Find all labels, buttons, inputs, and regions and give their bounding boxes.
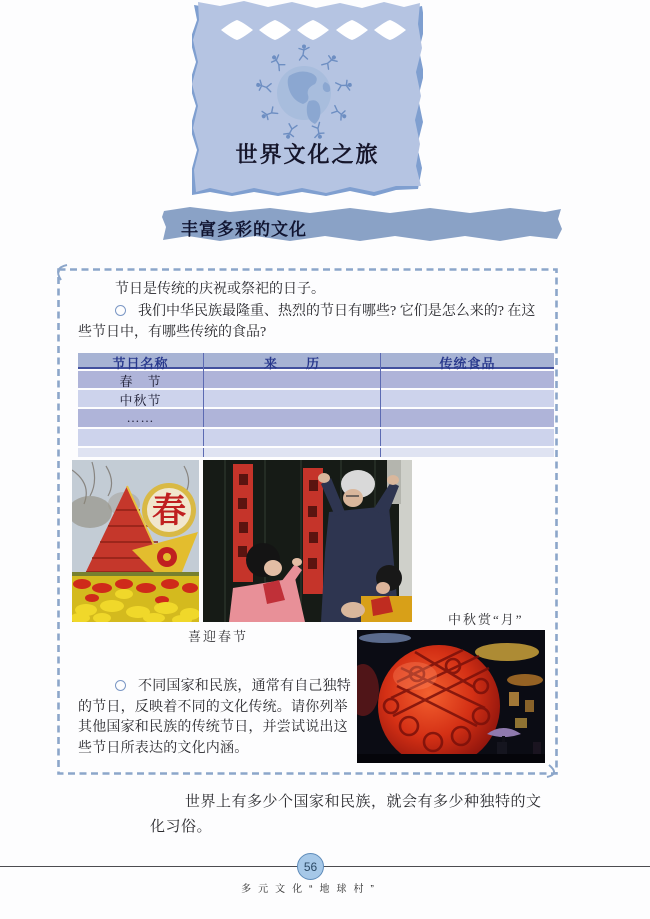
section-banner [160,205,564,245]
cell-origin [203,409,380,427]
col-header-origin: 来 历 [203,353,380,372]
circle-bullet-icon [115,305,126,316]
page-number-badge: 56 [297,853,324,880]
cell-food [380,429,554,446]
table-row [78,390,554,407]
cell-festival-name: …… [126,410,155,425]
question-1: 我们中华民族最隆重、热烈的节日有哪些? 它们是怎么来的? 在这些节日中，有哪些传统的食品? [78,303,536,340]
activity-text [78,279,547,344]
festival-table [78,353,554,457]
cell-food [380,371,554,390]
table-row [78,371,554,388]
cell-festival-name [78,448,203,457]
cell-origin [203,448,380,457]
cell-food [380,448,554,457]
mooncake-photo [357,630,545,763]
cell-origin [203,429,380,446]
chapter-header-block [192,0,423,196]
circle-bullet-icon [115,680,126,691]
cell-origin [203,371,380,390]
cell-festival-name: 春 节 [119,374,162,389]
chapter-title: 世界文化之旅 [235,142,380,167]
section-title: 丰富多彩的文化 [181,220,307,239]
table-header-row [78,353,554,369]
col-header-traditional-food: 传统食品 [380,353,554,372]
svg-text:春: 春 [152,493,186,530]
cell-food [380,390,554,409]
table-row [78,448,554,457]
question-2: 不同国家和民族，通常有自己独特的节日，反映着不同的文化传统。请你列举其他国家和民族的传统节日，并尝试说出这些节日所表达的文化内涵。 [78,679,351,756]
col-header-festival-name: 节日名称 [112,356,169,371]
spring-photo-caption: 喜迎春节 [188,629,249,644]
midautumn-photo-caption: 中秋赏“月” [448,612,524,627]
cell-festival-name: 中秋节 [119,393,162,408]
closing-paragraph: 世界上有多少个国家和民族，就会有多少种独特的文化习俗。 [150,794,542,835]
table-row [78,429,554,446]
couplets-photo [203,460,412,622]
intro-text: 节日是传统的庆祝或祭祀的日子。 [115,282,325,297]
cell-food [380,409,554,427]
spring-display-photo [72,460,199,622]
activity-box [52,262,564,782]
cell-festival-name [78,429,203,446]
cell-origin [203,390,380,409]
footer-rule [0,866,650,867]
table-row [78,409,554,427]
footer-series-title: 多元文化“地球村” [241,884,381,895]
